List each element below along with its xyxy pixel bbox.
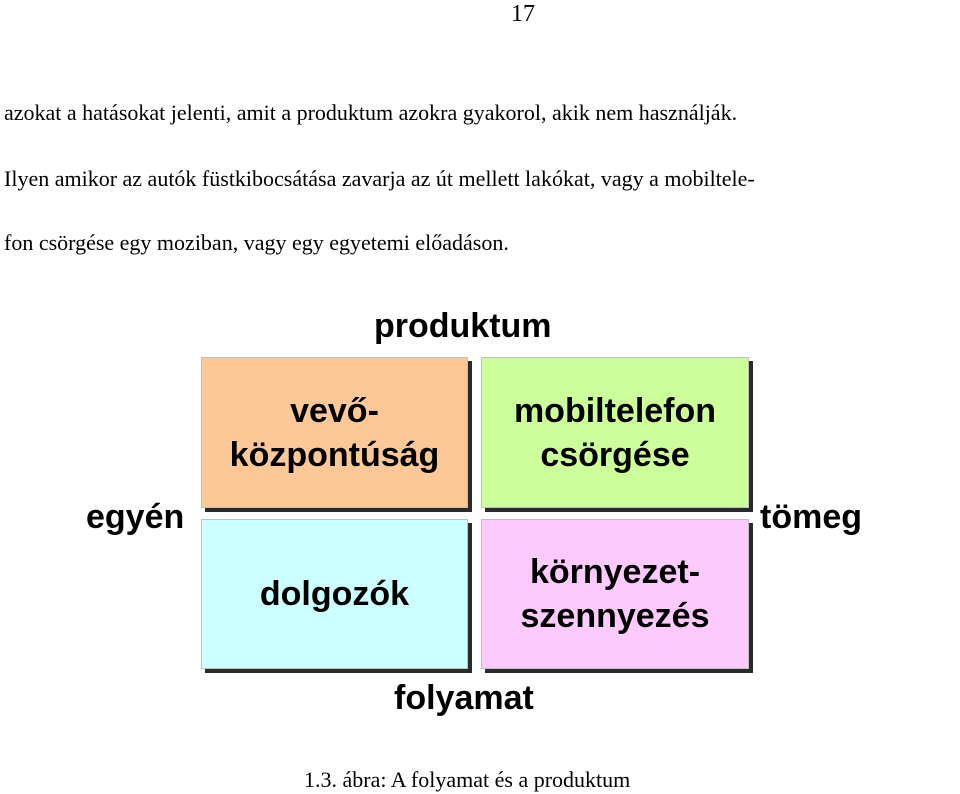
cell-text-line: vevő- bbox=[290, 391, 379, 430]
matrix-cell-bottom-left bbox=[201, 519, 468, 669]
paragraph-line-2: Ilyen amikor az autók füstkibocsátása zavarja az út mellett lakókat, vagy a mobiltele- bbox=[4, 166, 755, 191]
page-number: 17 bbox=[511, 1, 535, 27]
cell-text-line: környezet- bbox=[529, 553, 701, 591]
axis-label-bottom: folyamat bbox=[394, 679, 534, 717]
matrix-cell-top-left bbox=[201, 357, 468, 508]
axis-label-top: produktum bbox=[374, 307, 552, 345]
paragraph-line-3: fon csörgése egy moziban, vagy egy egyetemi előadáson. bbox=[4, 230, 509, 255]
matrix-cell-top-right bbox=[481, 357, 749, 508]
cell-text-line: mobiltelefon bbox=[513, 391, 717, 430]
cell-text-line: központúság bbox=[229, 435, 440, 474]
axis-label-right: tömeg bbox=[760, 498, 862, 536]
paragraph-line-1: azokat a hatásokat jelenti, amit a produktum azokra gyakorol, akik nem használják. bbox=[4, 100, 738, 125]
axis-label-left: egyén bbox=[86, 498, 185, 536]
cell-text-line: csörgése bbox=[540, 435, 690, 474]
figure-caption: 1.3. ábra: A folyamat és a produktum bbox=[304, 767, 631, 792]
cell-text-line: szennyezés bbox=[520, 597, 710, 635]
cell-text-line: dolgozók bbox=[259, 575, 410, 613]
matrix-cell-bottom-right bbox=[481, 519, 749, 669]
